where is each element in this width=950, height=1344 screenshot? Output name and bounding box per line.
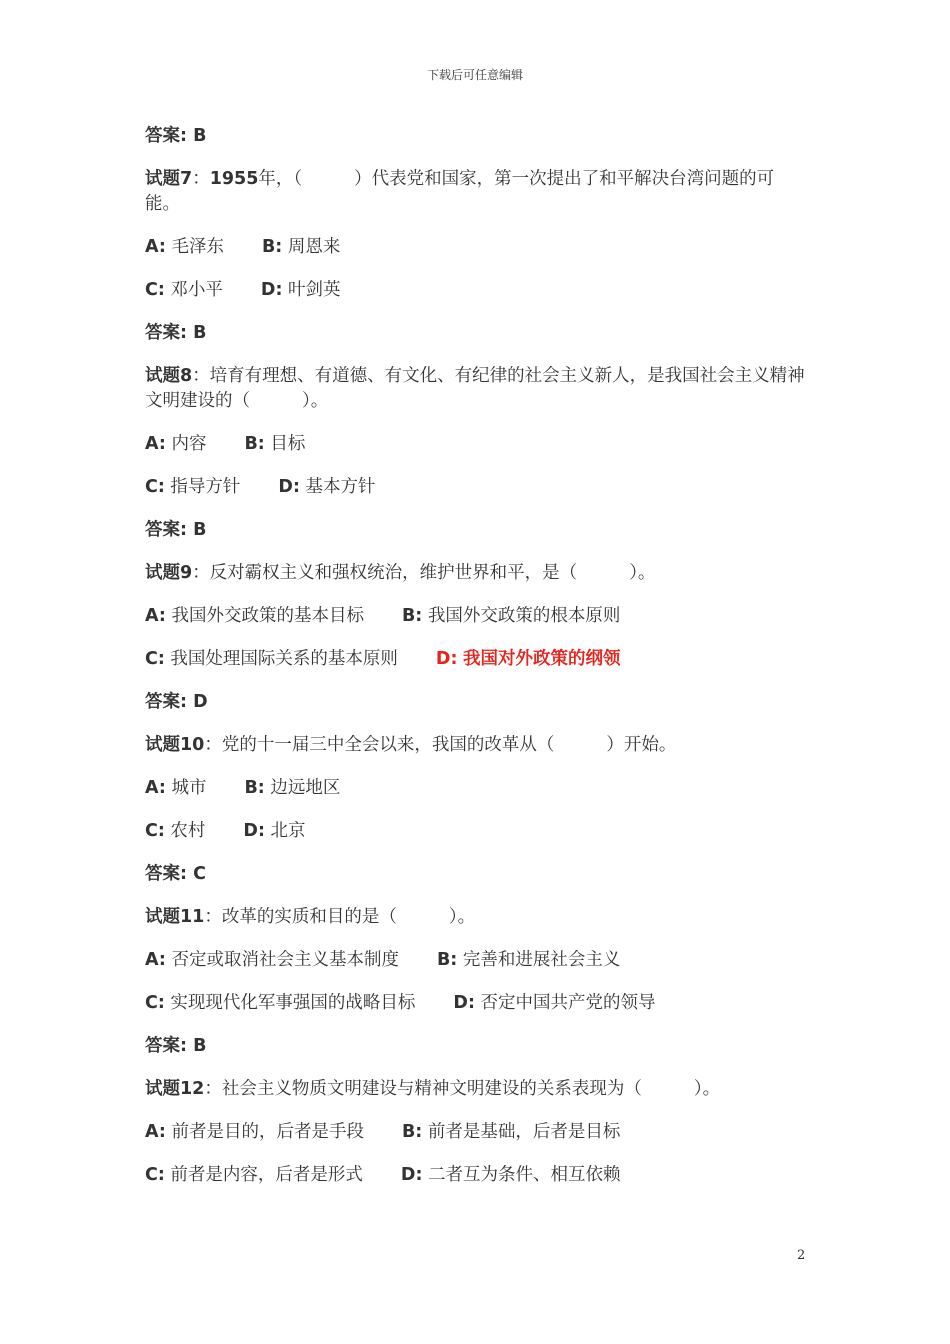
- option-d-text: 基本方针: [305, 477, 376, 497]
- options-row-ab: [145, 604, 805, 629]
- question-11: [145, 905, 805, 930]
- option-b-text: 边远地区: [270, 778, 341, 798]
- answer-value: B: [193, 323, 207, 343]
- question-text-a: ：培育有理想、有道德、有文化、有纪律的社会主义新人，是我国社会主义精神文明建设的（: [145, 366, 805, 411]
- option-d-text: 叶剑英: [288, 280, 341, 300]
- question-label: 试题: [145, 169, 180, 189]
- question-year: 1955: [209, 169, 259, 189]
- options-row-cd: [145, 1163, 805, 1188]
- option-d-text: 否定中国共产党的领导: [480, 993, 656, 1013]
- option-d-key: D:: [278, 477, 300, 497]
- options-row-ab: [145, 776, 805, 801]
- question-number: 9: [180, 563, 193, 583]
- option-b-key: B:: [436, 950, 458, 970]
- option-c-text: 我国处理国际关系的基本原则: [170, 649, 398, 669]
- answer-value: B: [193, 520, 207, 540]
- answer-value: B: [193, 126, 207, 146]
- option-b-text: 前者是基础，后者是目标: [427, 1122, 621, 1142]
- option-b-key: B:: [401, 606, 423, 626]
- question-9: [145, 561, 805, 586]
- option-a-key: A:: [145, 778, 166, 798]
- option-b-text: 目标: [270, 434, 306, 454]
- option-a-key: A:: [145, 606, 166, 626]
- answer-colon: :: [180, 520, 194, 540]
- option-a-text: 城市: [171, 778, 207, 798]
- option-c-text: 前者是内容，后者是形式: [170, 1165, 363, 1185]
- answer-value: B: [193, 1036, 207, 1056]
- option-a-text: 毛泽东: [171, 237, 224, 257]
- option-b-key: B:: [244, 434, 265, 454]
- option-a-key: A:: [145, 237, 166, 257]
- question-number: 11: [180, 907, 205, 927]
- option-c-key: C:: [145, 993, 165, 1013]
- question-label: 试题: [145, 366, 180, 386]
- page-header: 下载后可任意编辑: [426, 68, 523, 82]
- option-c-key: C:: [145, 649, 165, 669]
- option-c-key: C:: [145, 477, 165, 497]
- question-10: [145, 733, 805, 758]
- question-text-a: ：改革的实质和目的是（: [204, 907, 397, 927]
- answer-line-q11: [145, 1034, 805, 1059]
- question-text-b: ）开始。: [606, 735, 677, 755]
- option-b-text: 周恩来: [287, 237, 341, 257]
- option-d-key-highlighted: D:: [435, 649, 458, 669]
- option-a-text: 我国外交政策的基本目标: [171, 606, 364, 626]
- option-d-text: 二者互为条件、相互依赖: [428, 1165, 621, 1185]
- question-text-a: ：反对霸权主义和强权统治，维护世界和平，是（: [192, 563, 578, 583]
- option-c-text: 实现现代化军事强国的战略目标: [170, 993, 416, 1013]
- option-c-text: 邓小平: [170, 280, 223, 300]
- options-row-cd: [145, 819, 805, 844]
- answer-line-q6: [145, 124, 805, 149]
- question-number: 8: [180, 366, 193, 386]
- question-number: 7: [180, 169, 193, 189]
- options-row-cd: [145, 278, 805, 303]
- answer-label: 答案: [145, 864, 180, 884]
- question-12: [145, 1077, 805, 1102]
- option-d-text-highlighted: 我国对外政策的纲领: [463, 649, 621, 669]
- option-d-key: D:: [400, 1165, 423, 1185]
- option-d-text: 北京: [270, 821, 306, 841]
- question-colon: ：: [192, 169, 210, 189]
- answer-colon: :: [180, 1036, 194, 1056]
- options-row-ab: [145, 948, 805, 973]
- option-b-key: B:: [401, 1122, 423, 1142]
- answer-line-q8: [145, 518, 805, 543]
- document-body: [145, 124, 805, 1206]
- question-label: 试题: [145, 907, 180, 927]
- option-c-key: C:: [145, 821, 165, 841]
- option-b-text: 我国外交政策的根本原则: [427, 606, 621, 626]
- answer-line-q10: [145, 862, 805, 887]
- question-label: 试题: [145, 1079, 180, 1099]
- answer-value: C: [193, 864, 206, 884]
- option-d-key: D:: [260, 280, 283, 300]
- question-7: [145, 167, 805, 217]
- answer-line-q9: [145, 690, 805, 715]
- option-d-key: D:: [453, 993, 475, 1013]
- option-c-text: 指导方针: [170, 477, 241, 497]
- answer-label: 答案: [145, 1036, 180, 1056]
- answer-label: 答案: [145, 126, 180, 146]
- option-a-text: 内容: [171, 434, 207, 454]
- answer-line-q7: [145, 321, 805, 346]
- answer-value: D: [193, 692, 208, 712]
- option-a-key: A:: [145, 1122, 166, 1142]
- options-row-ab: [145, 235, 805, 260]
- option-a-text: 前者是目的，后者是手段: [171, 1122, 364, 1142]
- question-number: 10: [180, 735, 205, 755]
- question-number: 12: [180, 1079, 205, 1099]
- option-a-text: 否定或取消社会主义基本制度: [171, 950, 399, 970]
- option-c-key: C:: [145, 280, 165, 300]
- question-text-b: ）代表党和国家，第一次提出了和平解决台湾问题的可能。: [145, 169, 775, 214]
- answer-colon: :: [180, 864, 194, 884]
- question-text-b: ）。: [629, 563, 656, 583]
- options-row-cd: [145, 991, 805, 1016]
- question-text-b: ）。: [448, 907, 476, 927]
- question-8: [145, 364, 805, 414]
- answer-colon: :: [180, 692, 194, 712]
- options-row-ab: [145, 1120, 805, 1145]
- answer-colon: :: [180, 323, 194, 343]
- answer-label: 答案: [145, 323, 180, 343]
- option-a-key: A:: [145, 434, 166, 454]
- question-text-a: ：社会主义物质文明建设与精神文明建设的关系表现为（: [204, 1079, 642, 1099]
- options-row-ab: [145, 432, 805, 457]
- options-row-cd: [145, 475, 805, 500]
- option-b-key: B:: [244, 778, 265, 798]
- option-c-key: C:: [145, 1165, 165, 1185]
- answer-colon: :: [180, 126, 194, 146]
- option-b-key: B:: [261, 237, 283, 257]
- option-c-text: 农村: [170, 821, 206, 841]
- option-b-text: 完善和进展社会主义: [462, 950, 621, 970]
- page-number: 2: [797, 1248, 806, 1263]
- question-text-b: ）。: [302, 391, 329, 411]
- question-text-a: ：党的十一届三中全会以来，我国的改革从（: [204, 735, 555, 755]
- answer-label: 答案: [145, 692, 180, 712]
- options-row-cd: [145, 647, 805, 672]
- question-text-a: 年，（: [258, 169, 303, 189]
- question-label: 试题: [145, 563, 180, 583]
- answer-label: 答案: [145, 520, 180, 540]
- question-label: 试题: [145, 735, 180, 755]
- question-text-b: ）。: [693, 1079, 721, 1099]
- option-d-key: D:: [243, 821, 265, 841]
- option-a-key: A:: [145, 950, 166, 970]
